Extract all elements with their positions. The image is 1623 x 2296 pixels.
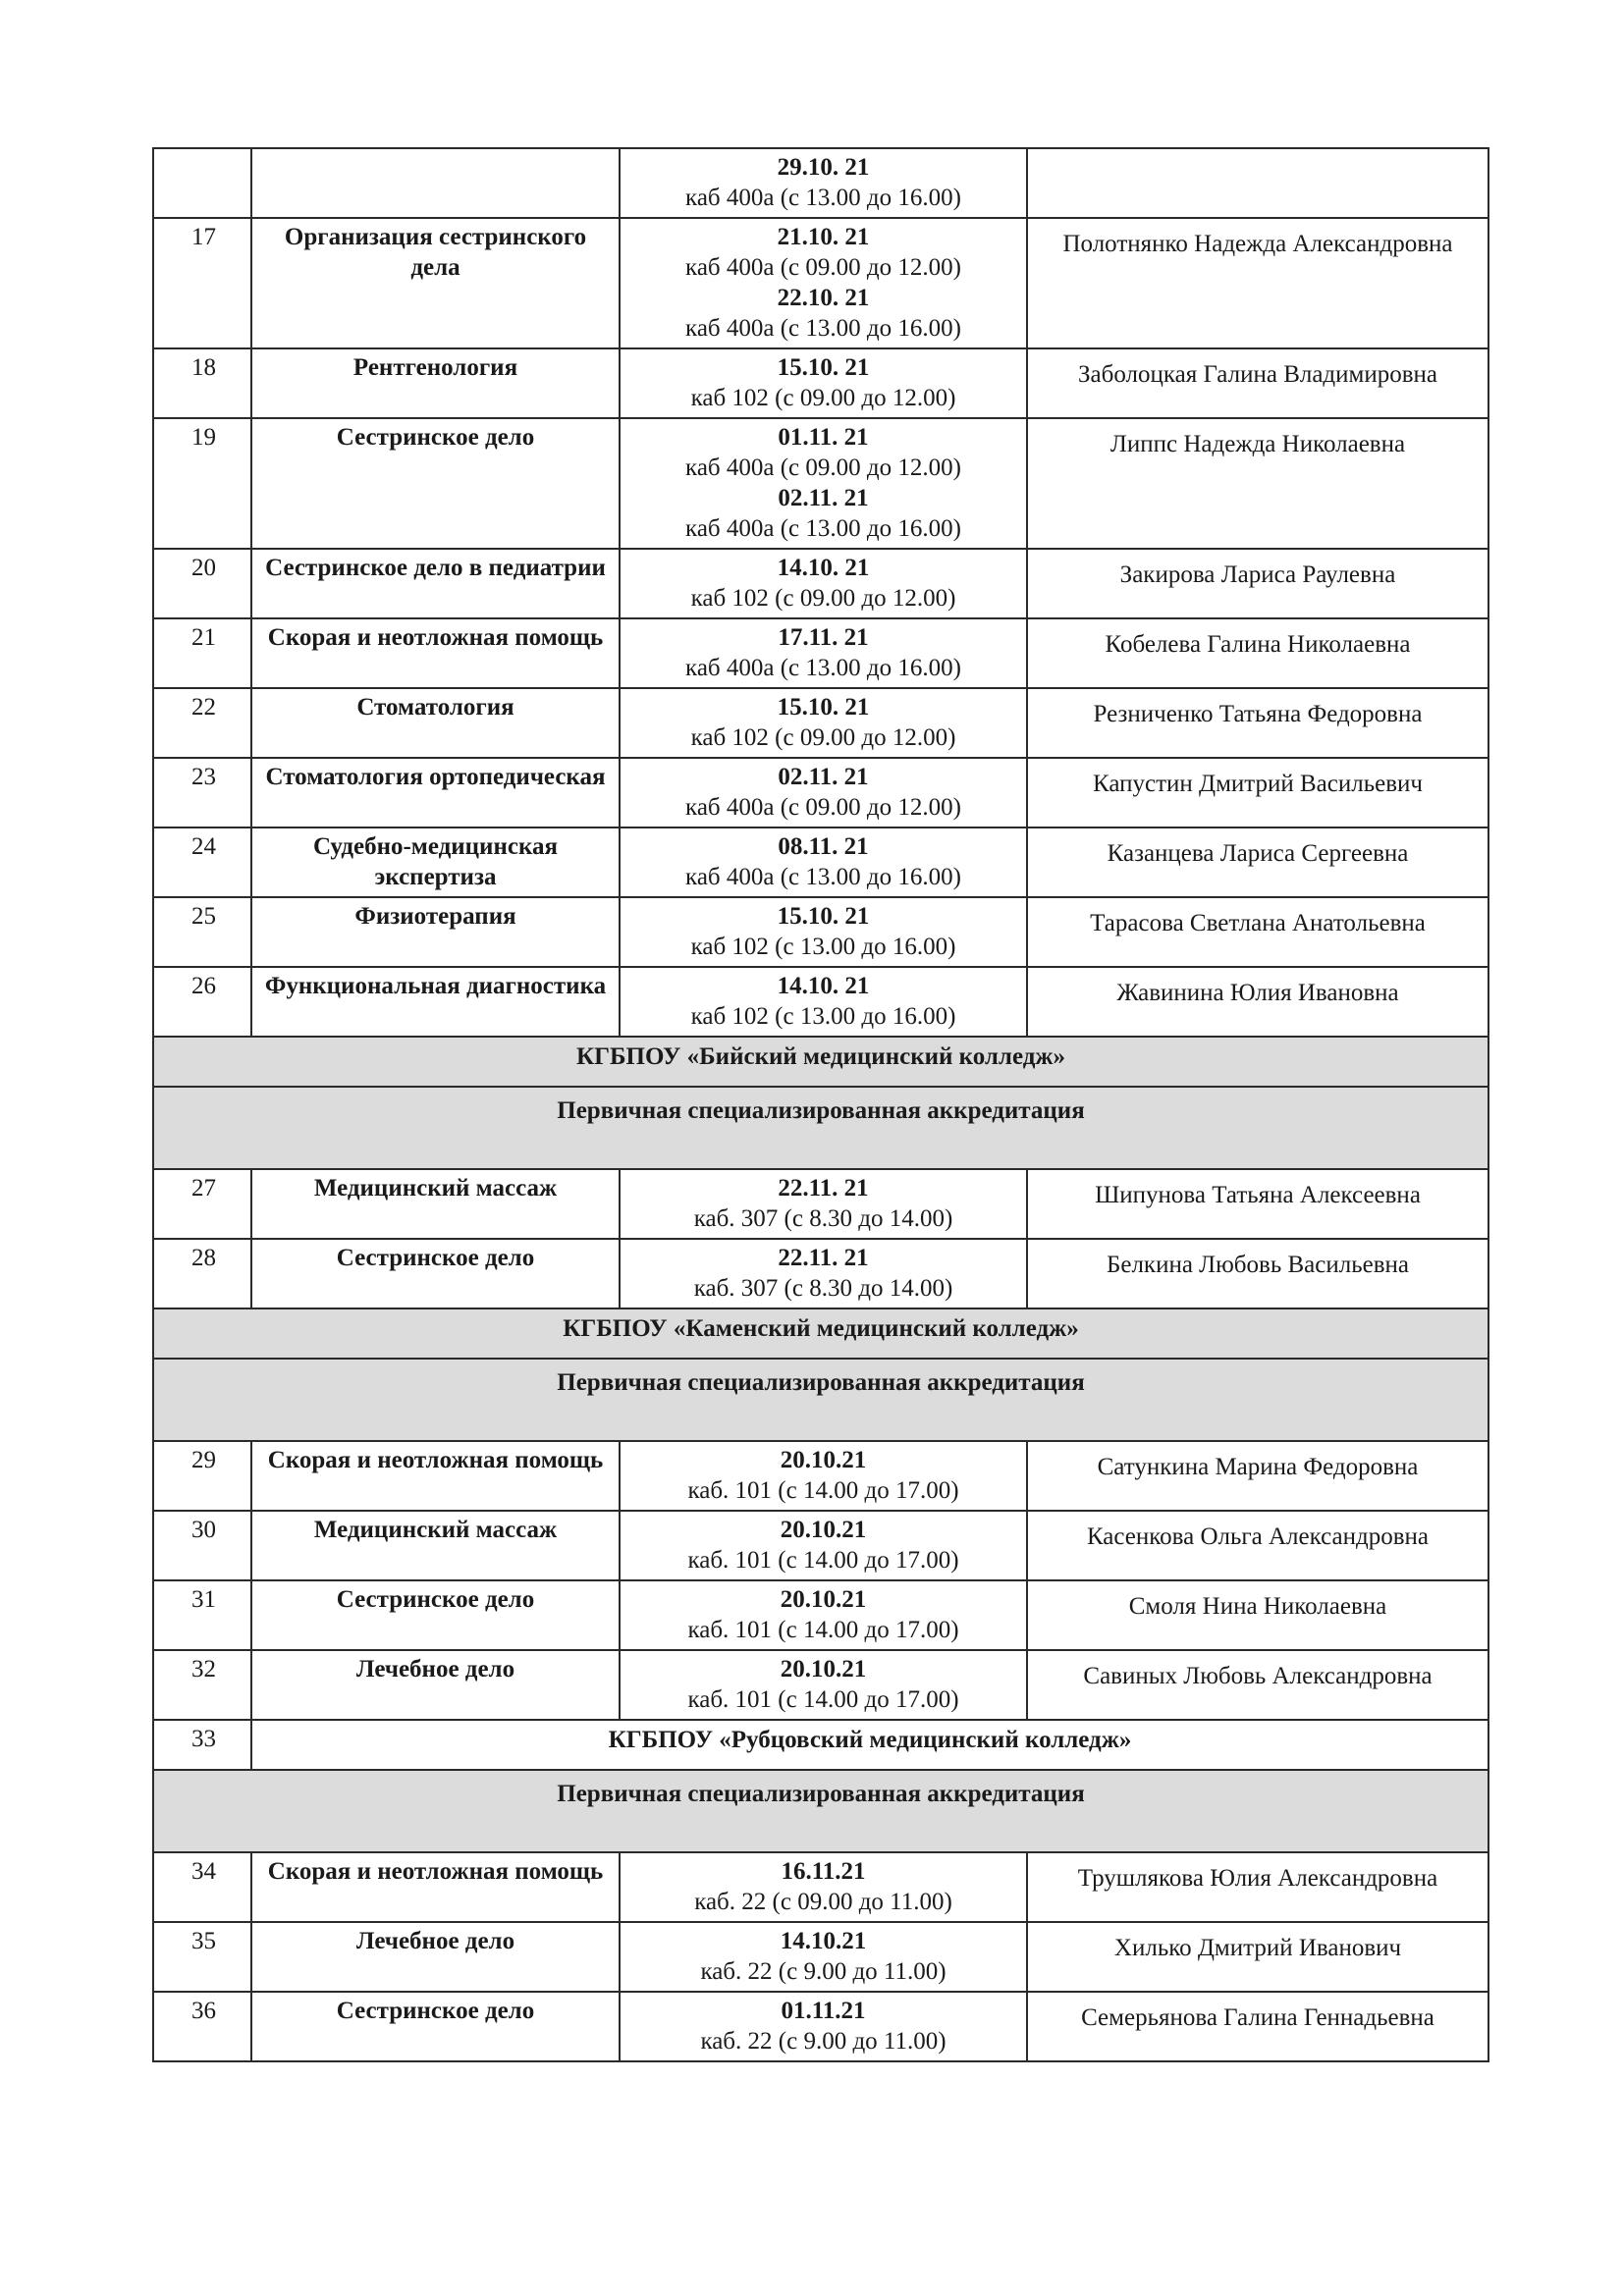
date-room-cell	[620, 348, 1027, 418]
accreditation-header: Первичная специализированная аккредитация	[153, 1359, 1488, 1441]
row-number-cell: 28	[153, 1239, 251, 1308]
exam-date: 02.11. 21	[778, 764, 869, 790]
table-row	[153, 1169, 1488, 1239]
specialty-cell: Функциональная диагностика	[251, 967, 620, 1037]
specialty-cell: Стоматология	[251, 688, 620, 758]
exam-room-time: каб. 22 (с 9.00 до 11.00)	[700, 2028, 947, 2055]
exam-date: 14.10.21	[780, 1928, 867, 1954]
row-number-cell: 25	[153, 897, 251, 967]
schedule-table-body	[153, 148, 1488, 2061]
row-number-cell: 34	[153, 1852, 251, 1922]
responsible-person-cell: Савиных Любовь Александровна	[1027, 1650, 1488, 1720]
specialty-cell: Сестринское дело	[251, 418, 620, 549]
schedule-table	[152, 147, 1489, 2062]
exam-date: 16.11.21	[781, 1858, 866, 1885]
specialty-cell: Организация сестринского дела	[251, 218, 620, 348]
exam-date: 08.11. 21	[778, 833, 869, 860]
college-header-row	[153, 1037, 1488, 1087]
table-row	[153, 1992, 1488, 2061]
specialty-cell: Скорая и неотложная помощь	[251, 1852, 620, 1922]
exam-room-time: каб 400а (с 13.00 до 16.00)	[685, 655, 961, 681]
date-room-cell	[620, 618, 1027, 688]
specialty-cell: Рентгенология	[251, 348, 620, 418]
row-number-cell: 17	[153, 218, 251, 348]
exam-room-time: каб 102 (с 09.00 до 12.00)	[690, 724, 956, 751]
exam-date: 01.11.21	[781, 1998, 866, 2024]
table-row	[153, 1650, 1488, 1720]
exam-room-time: каб 400а (с 13.00 до 16.00)	[685, 185, 961, 211]
exam-date: 20.10.21	[780, 1586, 867, 1613]
row-number-cell: 32	[153, 1650, 251, 1720]
table-row	[153, 618, 1488, 688]
accreditation-header-row	[153, 1359, 1488, 1441]
table-row	[153, 897, 1488, 967]
college-header: КГБПОУ «Бийский медицинский колледж»	[153, 1037, 1488, 1087]
specialty-cell: Скорая и неотложная помощь	[251, 618, 620, 688]
date-room-cell	[620, 418, 1027, 549]
table-row	[153, 418, 1488, 549]
table-row	[153, 1511, 1488, 1580]
row-number-cell: 19	[153, 418, 251, 549]
exam-date: 22.10. 21	[777, 285, 870, 311]
exam-room-time: каб 102 (с 13.00 до 16.00)	[690, 1003, 956, 1030]
date-room-cell	[620, 1650, 1027, 1720]
table-row	[153, 148, 1488, 218]
responsible-person-cell: Кобелева Галина Николаевна	[1027, 618, 1488, 688]
table-row	[153, 758, 1488, 828]
row-number-cell: 22	[153, 688, 251, 758]
exam-date: 20.10.21	[780, 1517, 867, 1543]
responsible-person-cell: Капустин Дмитрий Васильевич	[1027, 758, 1488, 828]
table-row	[153, 1580, 1488, 1650]
responsible-person-cell: Полотнянко Надежда Александровна	[1027, 218, 1488, 348]
date-room-cell	[620, 1441, 1027, 1511]
row-number-cell: 26	[153, 967, 251, 1037]
row-number-cell: 20	[153, 549, 251, 618]
date-room-cell	[620, 1239, 1027, 1308]
responsible-person-cell: Касенкова Ольга Александровна	[1027, 1511, 1488, 1580]
exam-room-time: каб. 307 (с 8.30 до 14.00)	[693, 1275, 953, 1302]
specialty-cell: Сестринское дело	[251, 1992, 620, 2061]
college-header: КГБПОУ «Рубцовский медицинский колледж»	[251, 1720, 1488, 1770]
exam-date: 15.10. 21	[777, 694, 870, 721]
row-number-cell: 21	[153, 618, 251, 688]
specialty-cell: Лечебное дело	[251, 1650, 620, 1720]
responsible-person-cell: Хилько Дмитрий Иванович	[1027, 1922, 1488, 1992]
exam-date: 29.10. 21	[777, 154, 870, 181]
responsible-person-cell: Смоля Нина Николаевна	[1027, 1580, 1488, 1650]
exam-room-time: каб 102 (с 09.00 до 12.00)	[690, 585, 956, 612]
exam-room-time: каб 102 (с 13.00 до 16.00)	[690, 934, 956, 960]
specialty-cell: Сестринское дело в педиатрии	[251, 549, 620, 618]
date-room-cell	[620, 549, 1027, 618]
responsible-person-cell: Белкина Любовь Васильевна	[1027, 1239, 1488, 1308]
responsible-person-cell: Закирова Лариса Раулевна	[1027, 549, 1488, 618]
date-room-cell	[620, 1511, 1027, 1580]
date-room-cell	[620, 828, 1027, 897]
row-number-cell: 36	[153, 1992, 251, 2061]
exam-date: 21.10. 21	[777, 224, 870, 250]
exam-date: 15.10. 21	[777, 354, 870, 381]
table-row	[153, 348, 1488, 418]
accreditation-header: Первичная специализированная аккредитация	[153, 1770, 1488, 1852]
specialty-cell: Медицинский массаж	[251, 1511, 620, 1580]
row-number-cell: 23	[153, 758, 251, 828]
specialty-cell: Физиотерапия	[251, 897, 620, 967]
date-room-cell	[620, 897, 1027, 967]
exam-date: 14.10. 21	[777, 555, 870, 581]
date-room-cell	[620, 1922, 1027, 1992]
table-row	[153, 688, 1488, 758]
responsible-person-cell: Сатункина Марина Федоровна	[1027, 1441, 1488, 1511]
date-room-cell	[620, 1852, 1027, 1922]
row-number-cell: 33	[153, 1720, 251, 1770]
responsible-person-cell	[1027, 148, 1488, 218]
date-room-cell	[620, 1992, 1027, 2061]
exam-room-time: каб 400а (с 13.00 до 16.00)	[685, 315, 961, 342]
table-row	[153, 218, 1488, 348]
exam-date: 20.10.21	[780, 1656, 867, 1682]
responsible-person-cell: Заболоцкая Галина Владимировна	[1027, 348, 1488, 418]
exam-room-time: каб. 22 (с 09.00 до 11.00)	[694, 1889, 952, 1915]
date-room-cell	[620, 758, 1027, 828]
row-number-cell: 18	[153, 348, 251, 418]
exam-room-time: каб. 101 (с 14.00 до 17.00)	[687, 1686, 959, 1713]
row-number-cell	[153, 148, 251, 218]
exam-room-time: каб 400а (с 13.00 до 16.00)	[685, 864, 961, 890]
row-number-cell: 31	[153, 1580, 251, 1650]
college-header-row	[153, 1308, 1488, 1359]
exam-room-time: каб. 101 (с 14.00 до 17.00)	[687, 1547, 959, 1574]
exam-room-time: каб. 101 (с 14.00 до 17.00)	[687, 1477, 959, 1504]
college-header: КГБПОУ «Каменский медицинский колледж»	[153, 1308, 1488, 1359]
date-room-cell	[620, 148, 1027, 218]
date-room-cell	[620, 688, 1027, 758]
row-number-cell: 27	[153, 1169, 251, 1239]
date-room-cell	[620, 967, 1027, 1037]
date-room-cell	[620, 1580, 1027, 1650]
responsible-person-cell: Казанцева Лариса Сергеевна	[1027, 828, 1488, 897]
exam-room-time: каб. 101 (с 14.00 до 17.00)	[687, 1617, 959, 1643]
specialty-cell: Скорая и неотложная помощь	[251, 1441, 620, 1511]
exam-date: 14.10. 21	[777, 973, 870, 999]
accreditation-header: Первичная специализированная аккредитация	[153, 1087, 1488, 1169]
responsible-person-cell: Резниченко Татьяна Федоровна	[1027, 688, 1488, 758]
date-room-cell	[620, 1169, 1027, 1239]
table-row	[153, 1441, 1488, 1511]
exam-room-time: каб. 22 (с 9.00 до 11.00)	[700, 1958, 947, 1985]
table-row	[153, 1239, 1488, 1308]
responsible-person-cell: Липпс Надежда Николаевна	[1027, 418, 1488, 549]
specialty-cell: Лечебное дело	[251, 1922, 620, 1992]
responsible-person-cell: Шипунова Татьяна Алексеевна	[1027, 1169, 1488, 1239]
table-row	[153, 1922, 1488, 1992]
responsible-person-cell: Семерьянова Галина Геннадьевна	[1027, 1992, 1488, 2061]
exam-date: 15.10. 21	[777, 903, 870, 930]
exam-date: 22.11. 21	[778, 1245, 869, 1271]
exam-date: 17.11. 21	[778, 624, 869, 651]
college-header-row	[153, 1720, 1488, 1770]
exam-room-time: каб 400а (с 09.00 до 12.00)	[685, 794, 961, 821]
exam-date: 02.11. 21	[778, 485, 869, 511]
specialty-cell: Медицинский массаж	[251, 1169, 620, 1239]
row-number-cell: 30	[153, 1511, 251, 1580]
exam-date: 22.11. 21	[778, 1175, 869, 1201]
exam-date: 01.11. 21	[778, 424, 869, 451]
table-row	[153, 549, 1488, 618]
responsible-person-cell: Жавинина Юлия Ивановна	[1027, 967, 1488, 1037]
responsible-person-cell: Трушлякова Юлия Александровна	[1027, 1852, 1488, 1922]
table-row	[153, 967, 1488, 1037]
exam-room-time: каб 400а (с 09.00 до 12.00)	[685, 454, 961, 481]
specialty-cell: Сестринское дело	[251, 1580, 620, 1650]
specialty-cell: Стоматология ортопедическая	[251, 758, 620, 828]
row-number-cell: 35	[153, 1922, 251, 1992]
exam-room-time: каб 400а (с 09.00 до 12.00)	[685, 254, 961, 281]
specialty-cell: Судебно-медицинская экспертиза	[251, 828, 620, 897]
date-room-cell	[620, 218, 1027, 348]
specialty-cell	[251, 148, 620, 218]
accreditation-header-row	[153, 1770, 1488, 1852]
exam-room-time: каб 102 (с 09.00 до 12.00)	[690, 385, 956, 411]
table-row	[153, 828, 1488, 897]
specialty-cell: Сестринское дело	[251, 1239, 620, 1308]
table-row	[153, 1852, 1488, 1922]
row-number-cell: 24	[153, 828, 251, 897]
exam-room-time: каб. 307 (с 8.30 до 14.00)	[693, 1205, 953, 1232]
responsible-person-cell: Тарасова Светлана Анатольевна	[1027, 897, 1488, 967]
exam-date: 20.10.21	[780, 1447, 867, 1473]
exam-room-time: каб 400а (с 13.00 до 16.00)	[685, 515, 961, 542]
accreditation-header-row	[153, 1087, 1488, 1169]
row-number-cell: 29	[153, 1441, 251, 1511]
